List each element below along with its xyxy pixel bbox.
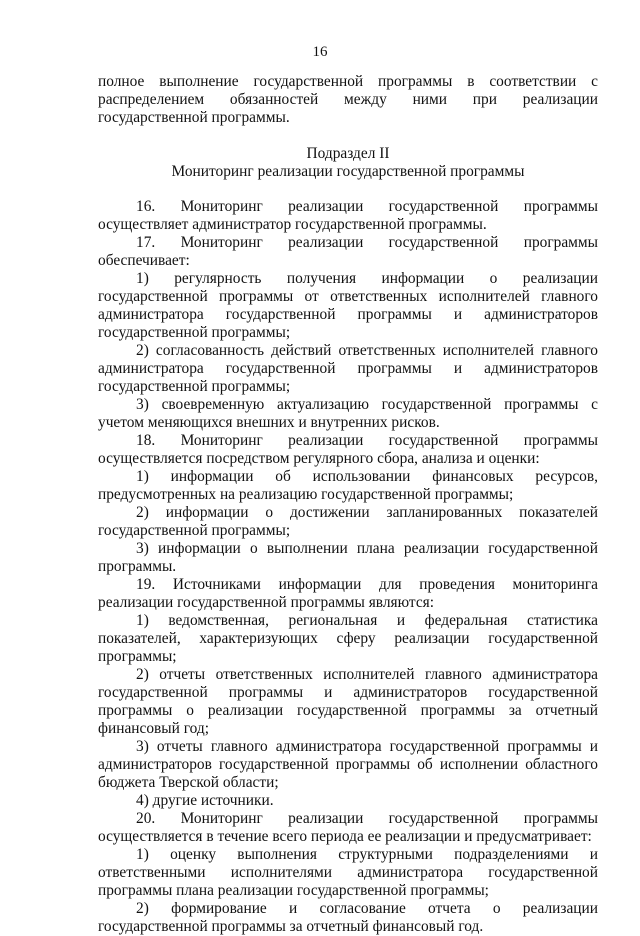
page-number: 16 (312, 44, 328, 60)
paragraph-16: 16. Мониторинг реализации государственной программы осуществляет администратор государственной программы. (98, 198, 598, 233)
paragraph-18-item-1: 1) информации об использовании финансовых ресурсов, предусмотренных на реализацию государственной программы; (98, 468, 598, 503)
paragraph-17-item-2: 2) согласованность действий ответственных исполнителей главного администратора государственной программы и администраторов государственной программы; (98, 342, 598, 395)
paragraph-19-item-4: 4) другие источники. (136, 792, 274, 809)
document-body (98, 73, 598, 936)
paragraph-19-item-3: 3) отчеты главного администратора государственной программы и администраторов государственной программы об исполнении областного бюджета Тверской области; (98, 738, 598, 791)
paragraph-20-item-2: 2) формирование и согласование отчета о реализации государственной программы за отчетный финансовый год. (98, 900, 598, 935)
paragraph-18: 18. Мониторинг реализации государственной программы осуществляется посредством регулярного сбора, анализа и оценки: (98, 432, 598, 467)
paragraph-17-item-1: 1) регулярность получения информации о реализации государственной программы от ответственных исполнителей главного администратора государственной программы и администраторов государственной программы; (98, 270, 598, 341)
intro-paragraph: полное выполнение государственной программы в соответствии с распределением обязанностей между ними при реализации государственной программы. (98, 73, 598, 126)
paragraph-17-item-3: 3) своевременную актуализацию государственной программы с учетом меняющихся внешних и внутренних рисков. (98, 396, 598, 431)
section-title: Подраздел II (306, 145, 390, 162)
paragraph-17: 17. Мониторинг реализации государственной программы обеспечивает: (98, 234, 598, 269)
section-subtitle: Мониторинг реализации государственной программы (171, 163, 525, 180)
paragraph-18-item-2: 2) информации о достижении запланированных показателей государственной программы; (98, 504, 598, 539)
paragraph-18-item-3: 3) информации о выполнении плана реализации государственной программы. (98, 540, 598, 575)
paragraph-19-item-2: 2) отчеты ответственных исполнителей главного администратора государственной программы и администраторов государственной программы о реализации государственной программы за отчетный финансовый год; (98, 666, 598, 737)
paragraph-19: 19. Источниками информации для проведения мониторинга реализации государственной программы являются: (98, 576, 598, 611)
paragraph-20-item-1: 1) оценку выполнения структурными подразделениями и ответственными исполнителями администратора государственной программы плана реализации государственной программы; (98, 846, 598, 899)
paragraph-19-item-1: 1) ведомственная, региональная и федеральная статистика показателей, характеризующих сферу реализации государственной программы; (98, 612, 598, 665)
paragraph-20: 20. Мониторинг реализации государственной программы осуществляется в течение всего периода ее реализации и предусматривает: (98, 810, 598, 845)
